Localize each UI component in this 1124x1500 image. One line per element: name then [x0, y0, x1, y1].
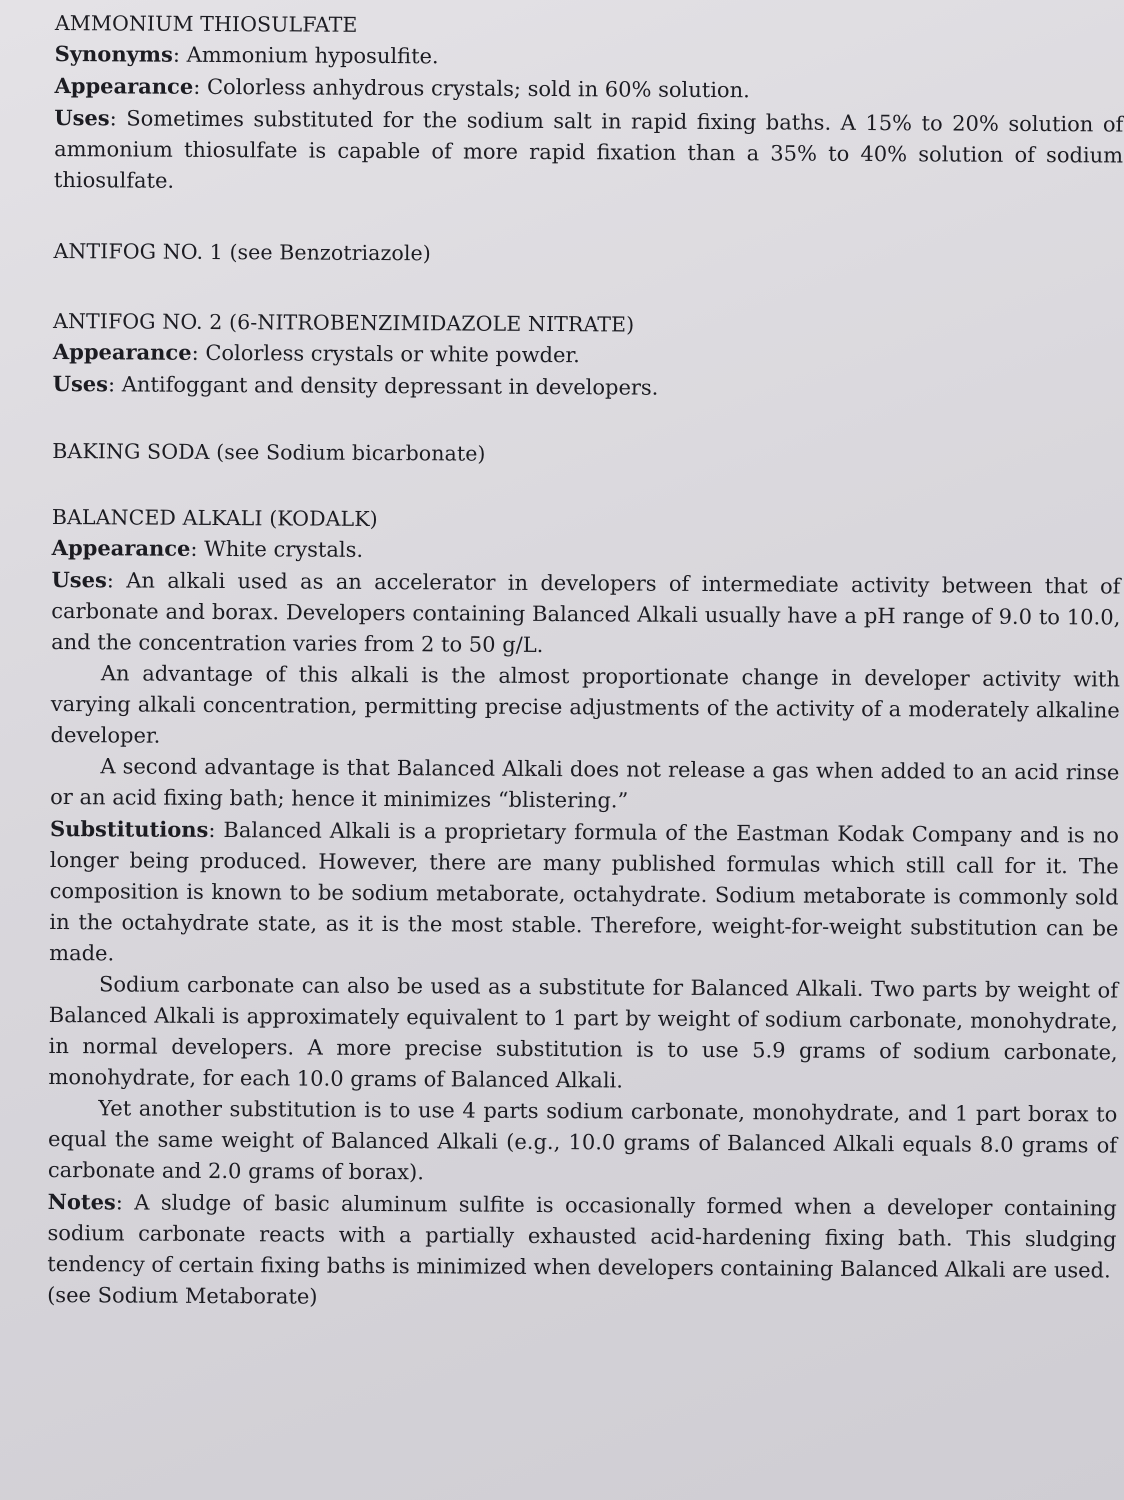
- uses-field: [53, 368, 1122, 407]
- appearance-value: : Colorless anhydrous crystals; sold in 60% solution.: [193, 74, 750, 103]
- uses-paragraph-2: An advantage of this alkali is the almost proportionate change in developer activity with varying alkali concentration, permitting precise adjustments of the activity of a moderately alkaline developer.: [50, 661, 1120, 748]
- synonyms-label: Synonyms: [54, 40, 173, 67]
- uses-field: [51, 564, 1121, 665]
- notes-value: : A sludge of basic aluminum sulfite is occasionally formed when a developer containing sodium carbonate reacts with a partially exhausted acid-hardening fixing bath. This sludging tendency of certain fixing baths is minimized when developers containing Balanced Alkali are used.: [47, 1190, 1117, 1283]
- see-also-note: (see Sodium Metaborate): [47, 1282, 318, 1309]
- uses-field: [54, 102, 1124, 203]
- substitutions-field: [49, 813, 1119, 976]
- synonyms-value: : Ammonium hyposulfite.: [172, 42, 439, 69]
- appearance-value: : White crystals.: [190, 536, 364, 562]
- uses-value: : An alkali used as an accelerator in developers of intermediate activity between that of carbonate and borax. Developers containing Balanced Alkali usually have a pH range of 9.0 to 10.0, and the concentration varies from 2 to 50 g/L.: [51, 568, 1121, 657]
- uses-label: Uses: [54, 104, 110, 131]
- uses-label: Uses: [51, 566, 107, 593]
- appearance-value: : Colorless crystals or white powder.: [191, 340, 580, 368]
- uses-value: : Antifoggant and density depressant in developers.: [107, 372, 659, 400]
- substitutions-label: Substitutions: [49, 815, 209, 842]
- entry-balanced-alkali: [47, 502, 1121, 1318]
- appearance-label: Appearance: [51, 534, 191, 561]
- substitutions-paragraph-3: Yet another substitution is to use 4 parts sodium carbonate, monohydrate, and 1 part borax to equal the same weight of Balanced Alkali (e.g., 10.0 grams of Balanced Alkali equals 8.0 grams of carbonate and 2.0 grams of borax).: [47, 1096, 1118, 1185]
- uses-value: : Sometimes substituted for the sodium salt in rapid fixing baths. A 15% to 20% solution of ammonium thiosulfate is capable of more rapid fixation than a 35% to 40% solution of sodium thiosulfate.: [53, 106, 1124, 193]
- page-content: [47, 8, 1124, 1318]
- entry-heading: BALANCED ALKALI (KODALK): [51, 504, 378, 531]
- appearance-label: Appearance: [54, 72, 194, 99]
- uses-paragraph-3: A second advantage is that Balanced Alkali does not release a gas when added to an acid rinse or an acid fixing bath; hence it minimizes “blistering.”: [50, 754, 1120, 813]
- entry-antifog-2: [53, 306, 1123, 407]
- substitutions-value: : Balanced Alkali is a proprietary formula of the Eastman Kodak Company and is no longer being produced. However, there are many published formulas which still call for it. The composition is known to be sodium metaborate, octahydrate. Sodium metaborate is commonly sold in the octahydrate state, as it is the most stable. Therefore, weight-for-weight substitution can be made.: [49, 817, 1120, 966]
- substitutions-paragraph-2: Sodium carbonate can also be used as a substitute for Balanced Alkali. Two parts by weight of Balanced Alkali is approximately equivalent to 1 part by weight of sodium carbonate, monohydrate, in normal developers. A more precise substitution is to use 5.9 grams of sodium carbonate, monohydrate, for each 10.0 grams of Balanced Alkali.: [48, 972, 1119, 1093]
- entry-heading: ANTIFOG NO. 2 (6-NITROBENZIMIDAZOLE NITRATE): [53, 308, 635, 337]
- entry-heading: BAKING SODA (see Sodium bicarbonate): [52, 438, 486, 466]
- notes-field: [47, 1186, 1117, 1287]
- entry-heading: AMMONIUM THIOSULFATE: [54, 10, 358, 37]
- notes-label: Notes: [47, 1188, 116, 1215]
- entry-heading: ANTIFOG NO. 1 (see Benzotriazole): [53, 238, 431, 266]
- uses-label: Uses: [52, 370, 109, 397]
- appearance-label: Appearance: [52, 338, 192, 365]
- entry-ammonium-thiosulfate: [54, 8, 1124, 203]
